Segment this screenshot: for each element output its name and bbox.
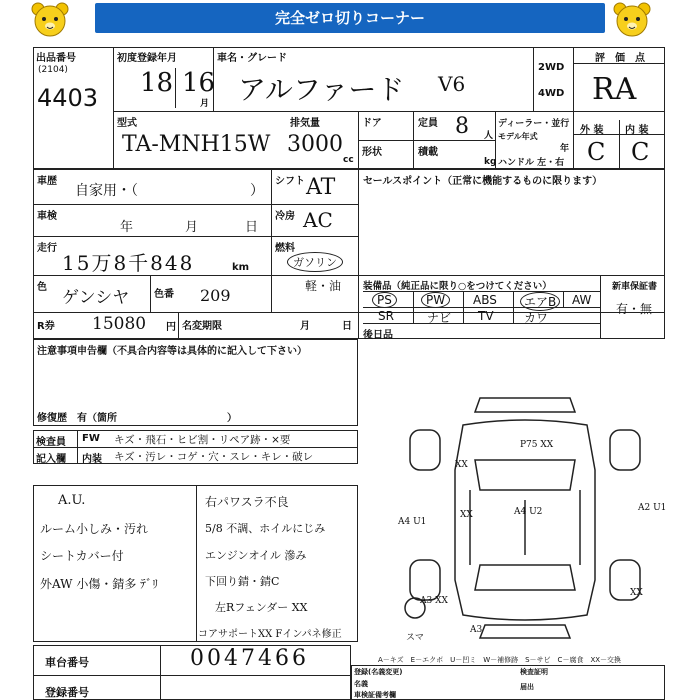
damage-mark-8: A3 bbox=[470, 625, 483, 635]
model-value: TA-MNH15W bbox=[122, 132, 271, 157]
exterior-label: 外 装 bbox=[580, 125, 604, 136]
lot-number: 4403 bbox=[37, 84, 99, 112]
registration-month: 16 bbox=[182, 68, 216, 98]
transfer-label-5: 届出 bbox=[520, 683, 534, 691]
dealer-label: ディーラー・並行 bbox=[498, 119, 570, 129]
equipment-pw: PW bbox=[421, 292, 450, 308]
load-label: 積載 bbox=[418, 147, 438, 158]
rating-value: RA bbox=[592, 72, 637, 107]
inspection-day-unit: 日 bbox=[245, 220, 259, 235]
damage-mark-7: A3 XX bbox=[420, 596, 448, 606]
inspector-fw-items: キズ・飛石・ヒビ割・リペア跡・×要 bbox=[114, 434, 291, 446]
usage-label: 車歴 bbox=[37, 176, 57, 187]
ac-value: AC bbox=[303, 208, 333, 232]
note-right-2: 5/8 不調、ホイルにじみ bbox=[205, 522, 326, 535]
notes-header: 注意事項申告欄（不具合内容等は具体的に記入して下さい） bbox=[37, 346, 307, 357]
post-delivery-label: 後日品 bbox=[363, 330, 393, 341]
handle-label: ハンドル 左・右 bbox=[498, 158, 565, 168]
name-change-label: 名変期限 bbox=[182, 321, 222, 332]
chassis-label: 車台番号 bbox=[45, 656, 89, 669]
equipment-label: 装備品（純正品に限り○をつけてください） bbox=[363, 281, 552, 292]
rating-label: 評 価 点 bbox=[595, 53, 645, 64]
equipment-sr: SR bbox=[378, 309, 394, 323]
lot-label: 出品番号 bbox=[36, 53, 76, 64]
note-left-2: ルーム小しみ・汚れ bbox=[40, 522, 149, 536]
inspection-month-unit: 月 bbox=[185, 220, 199, 235]
capacity-unit: 人 bbox=[484, 131, 494, 141]
damage-legend: A－キズ E－エクボ U－凹ミ W－補修跡 S－サビ C－腐食 XX－交換 bbox=[378, 656, 622, 664]
equipment-tv: TV bbox=[478, 309, 494, 323]
ac-label: 冷房 bbox=[275, 211, 295, 222]
equipment-ps: PS bbox=[372, 292, 397, 308]
record-label: 記入欄 bbox=[36, 454, 66, 465]
note-left-4: 外AW 小傷・錆多 ﾃﾞﾘ bbox=[40, 577, 159, 591]
color-label: 色 bbox=[37, 282, 47, 293]
usage-value: 自家用・（ ） bbox=[75, 183, 264, 199]
displacement-unit: cc bbox=[343, 155, 354, 165]
equipment-abs: ABS bbox=[473, 293, 497, 307]
damage-mark-10: スマ bbox=[406, 633, 424, 643]
equipment-leather: カワ bbox=[524, 311, 549, 325]
shift-label: シフト bbox=[275, 176, 305, 187]
note-right-6: コアサポートXX Fインパネ修正 bbox=[198, 629, 342, 640]
recycle-value: 15080 bbox=[92, 314, 147, 334]
interior-label: 内 装 bbox=[625, 125, 649, 136]
damage-mark-6: A2 U1 bbox=[638, 503, 667, 513]
note-right-5: 左Rフェンダー XX bbox=[215, 601, 308, 614]
transfer-label-4: 検査証明 bbox=[520, 668, 548, 676]
registration-year: 18 bbox=[140, 68, 174, 98]
shape-label: 形状 bbox=[362, 147, 382, 158]
fuel-value: ガソリン bbox=[287, 252, 343, 272]
repair-history: 修復歴 有（箇所 ） bbox=[37, 413, 237, 424]
fuel-options: 軽・油 bbox=[305, 279, 342, 293]
inspector-label: 検査員 bbox=[36, 437, 66, 448]
registration-label: 初度登録年月 bbox=[117, 53, 177, 64]
model-year-label: モデル年式 bbox=[498, 132, 538, 141]
doors-label: ドア bbox=[362, 118, 382, 129]
inspection-year-unit: 年 bbox=[120, 220, 134, 235]
interior-value: C bbox=[631, 138, 650, 166]
recycle-label: R券 bbox=[37, 321, 55, 332]
register-label: 登録番号 bbox=[45, 686, 89, 699]
inspection-label: 車検 bbox=[37, 211, 57, 222]
shift-value: AT bbox=[306, 175, 336, 200]
damage-mark-5: A4 U1 bbox=[398, 517, 427, 527]
model-label: 型式 bbox=[117, 118, 137, 129]
damage-mark-4: A4 U2 bbox=[514, 507, 543, 517]
car-grade: V6 bbox=[438, 72, 466, 96]
load-unit: kg bbox=[484, 157, 497, 167]
transfer-label-3: 車検証備考欄 bbox=[354, 691, 396, 699]
capacity-label: 定員 bbox=[418, 118, 438, 129]
damage-mark-1: XX bbox=[455, 460, 468, 470]
color-value: ゲンシヤ bbox=[62, 288, 130, 308]
name-change-day: 日 bbox=[342, 321, 352, 332]
damage-mark-2: P75 XX bbox=[520, 440, 554, 450]
bear-mascot-right-icon bbox=[610, 0, 654, 40]
equipment-aw: AW bbox=[572, 293, 592, 307]
inspector-fw: FW bbox=[82, 433, 100, 444]
mileage-unit: km bbox=[232, 262, 250, 273]
name-change-month: 月 bbox=[300, 321, 310, 332]
displacement-label: 排気量 bbox=[290, 118, 320, 129]
note-right-3: エンジンオイル 滲み bbox=[205, 549, 307, 562]
transfer-label-1: 登録(名義変更) bbox=[354, 668, 403, 676]
car-name-label: 車名・グレード bbox=[217, 53, 287, 64]
model-year-unit: 年 bbox=[560, 144, 570, 154]
transfer-label-2: 名義 bbox=[354, 680, 368, 688]
inspector-interior-items: キズ・汚レ・コゲ・穴・スレ・キレ・破レ bbox=[114, 451, 314, 463]
recycle-unit: 円 bbox=[166, 322, 176, 333]
equipment-airbag: エアB bbox=[520, 292, 560, 311]
corner-banner: 完全ゼロ切りコーナー bbox=[95, 3, 605, 33]
capacity-value: 8 bbox=[455, 114, 469, 139]
drive-2wd: 2WD bbox=[538, 62, 565, 73]
car-damage-diagram bbox=[385, 390, 665, 645]
color-code-value: 209 bbox=[200, 286, 231, 305]
damage-mark-9: XX bbox=[630, 588, 643, 598]
fuel-label: 燃料 bbox=[275, 243, 295, 254]
note-right-4: 下回り錆・錆C bbox=[205, 575, 280, 588]
registration-month-unit: 月 bbox=[200, 99, 210, 109]
car-name-value: アルファード bbox=[238, 73, 405, 106]
displacement-value: 3000 bbox=[287, 132, 343, 157]
chassis-value: 0047466 bbox=[190, 646, 309, 671]
equipment-navi: ナビ bbox=[427, 311, 452, 325]
drive-4wd: 4WD bbox=[538, 88, 565, 99]
mileage-label: 走行 bbox=[37, 243, 57, 254]
exterior-value: C bbox=[587, 138, 606, 166]
mileage-value: 15万8千848 bbox=[62, 251, 195, 275]
warranty-value: 有・無 bbox=[616, 302, 653, 316]
inspector-interior: 内装 bbox=[82, 454, 102, 465]
warranty-label: 新車保証書 bbox=[612, 282, 658, 292]
damage-mark-3: XX bbox=[460, 510, 473, 520]
sales-point-label: セールスポイント（正常に機能するものに限ります） bbox=[363, 176, 603, 187]
lot-code: (2104) bbox=[38, 65, 68, 75]
note-right-1: 右パワスラ不良 bbox=[205, 495, 289, 509]
color-code-label: 色番 bbox=[154, 289, 174, 300]
note-left-1: A.U. bbox=[58, 493, 86, 508]
bear-mascot-left-icon bbox=[28, 0, 72, 40]
note-left-3: シートカバー付 bbox=[40, 549, 124, 563]
